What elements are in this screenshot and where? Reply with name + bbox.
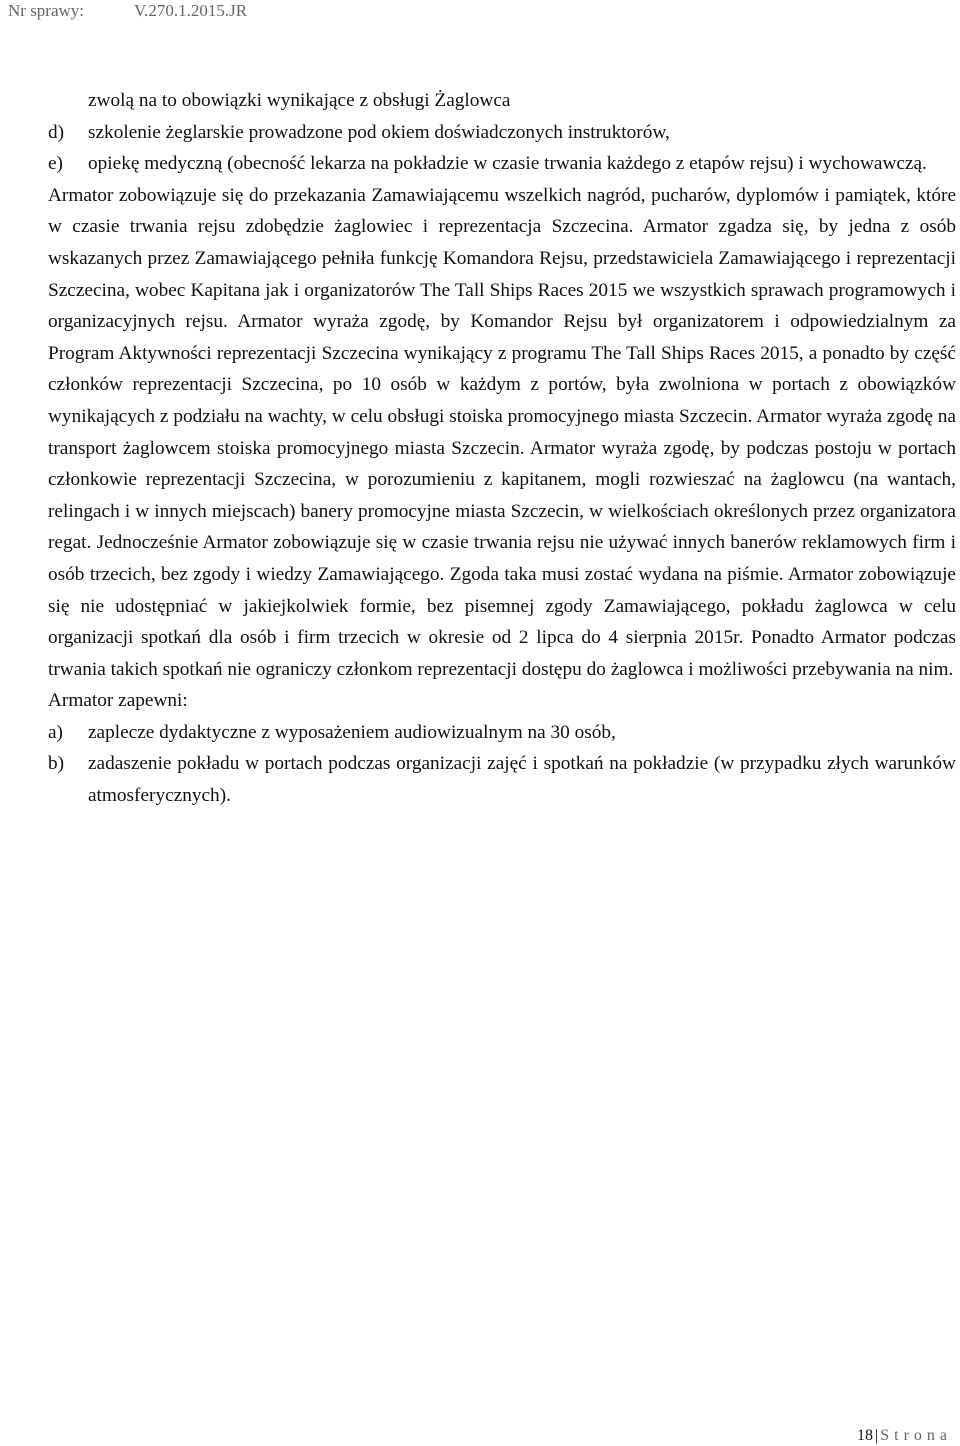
list-marker: b) — [48, 753, 65, 775]
page-header — [0, 0, 960, 24]
case-number-value: V.270.1.2015.JR — [134, 1, 248, 20]
list-item — [48, 117, 956, 149]
main-paragraph: Armator zobowiązuje się do przekazania Zamawiającemu wszelkich nagród, pucharów, dyplomów i pamiątek, które w czasie trwania rejsu zdobędzie żaglowiec i reprezentacja Szczecina. Armator zgadza się, by jedna z osób wskazanych przez Zamawiającego pełniła funkcję Komandora Rejsu, przedstawiciela Zamawiającego i reprezentacji Szczecina, wobec Kapitana jak i organizatorów The Tall Ships Races 2015 we wszystkich sprawach programowych i organizacyjnych rejsu. Armator wyraża zgodę, by Komandor Rejsu był organizatorem i odpowiedzialnym za Program Aktywności reprezentacji Szczecina wynikający z programu The Tall Ships Races 2015, a ponadto by część członków reprezentacji Szczecina, po 10 osób w każdym z portów, była zwolniona w portach z obowiązków wynikających z podziału na wachty, w celu obsługi stoiska promocyjnego miasta Szczecin. Armator wyraża zgodę na transport żaglowcem stoiska promocyjnego miasta Szczecin. Armator wyraża zgodę, by podczas postoju w portach członkowie reprezentacji Szczecina, w porozumieniu z kapitanem, mogli rozwieszać na żaglowcu (na wantach, relingach i w innych miejscach) banery promocyjne miasta Szczecin, w wielkościach określonych przez organizatora regat. Jednocześnie Armator zobowiązuje się w czasie trwania rejsu nie używać innych banerów reklamowych firm i osób trzecich, bez zgody i wiedzy Zamawiającego. Zgoda taka musi zostać wydana na piśmie. Armator zobowiązuje się nie udostępniać w jakiejkolwiek formie, bez pisemnej zgody Zamawiającego, pokładu żaglowca w celu organizacji spotkań dla osób i firm trzecich w okresie od 2 lipca do 4 sierpnia 2015r. Ponadto Armator podczas trwania takich spotkań nie ograniczy członkom reprezentacji dostępu do żaglowca i możliwości przebywania na nim. — [48, 184, 956, 680]
list-item-text: szkolenie żeglarskie prowadzone pod okiem doświadczonych instruktorów, — [88, 121, 670, 143]
list-item — [48, 717, 956, 749]
provides-intro: Armator zapewni: — [48, 690, 188, 712]
document-body — [48, 85, 956, 812]
list-item — [48, 148, 956, 180]
list-item-text: zaplecze dydaktyczne z wyposażeniem audiowizualnym na 30 osób, — [88, 721, 616, 743]
list-marker: a) — [48, 721, 63, 743]
page-number: 18 — [857, 1427, 874, 1444]
list-item — [48, 748, 956, 811]
list-item-text: opiekę medyczną (obecność lekarza na pokładzie w czasie trwania każdego z etapów rejsu) i wychowawczą. — [88, 153, 927, 175]
footer-separator: | — [875, 1427, 879, 1444]
case-number-label: Nr sprawy: — [8, 1, 85, 20]
list-item-text: zadaszenie pokładu w portach podczas organizacji zajęć i spotkań na pokładzie (w przypadku złych warunków atmosferycznych). — [88, 753, 956, 807]
page-word: Strona — [880, 1427, 952, 1444]
list-marker: e) — [48, 153, 63, 175]
page-footer — [857, 1426, 952, 1446]
continuation-line: zwolą na to obowiązki wynikające z obsługi Żaglowca — [88, 90, 511, 111]
list-marker: d) — [48, 121, 65, 143]
